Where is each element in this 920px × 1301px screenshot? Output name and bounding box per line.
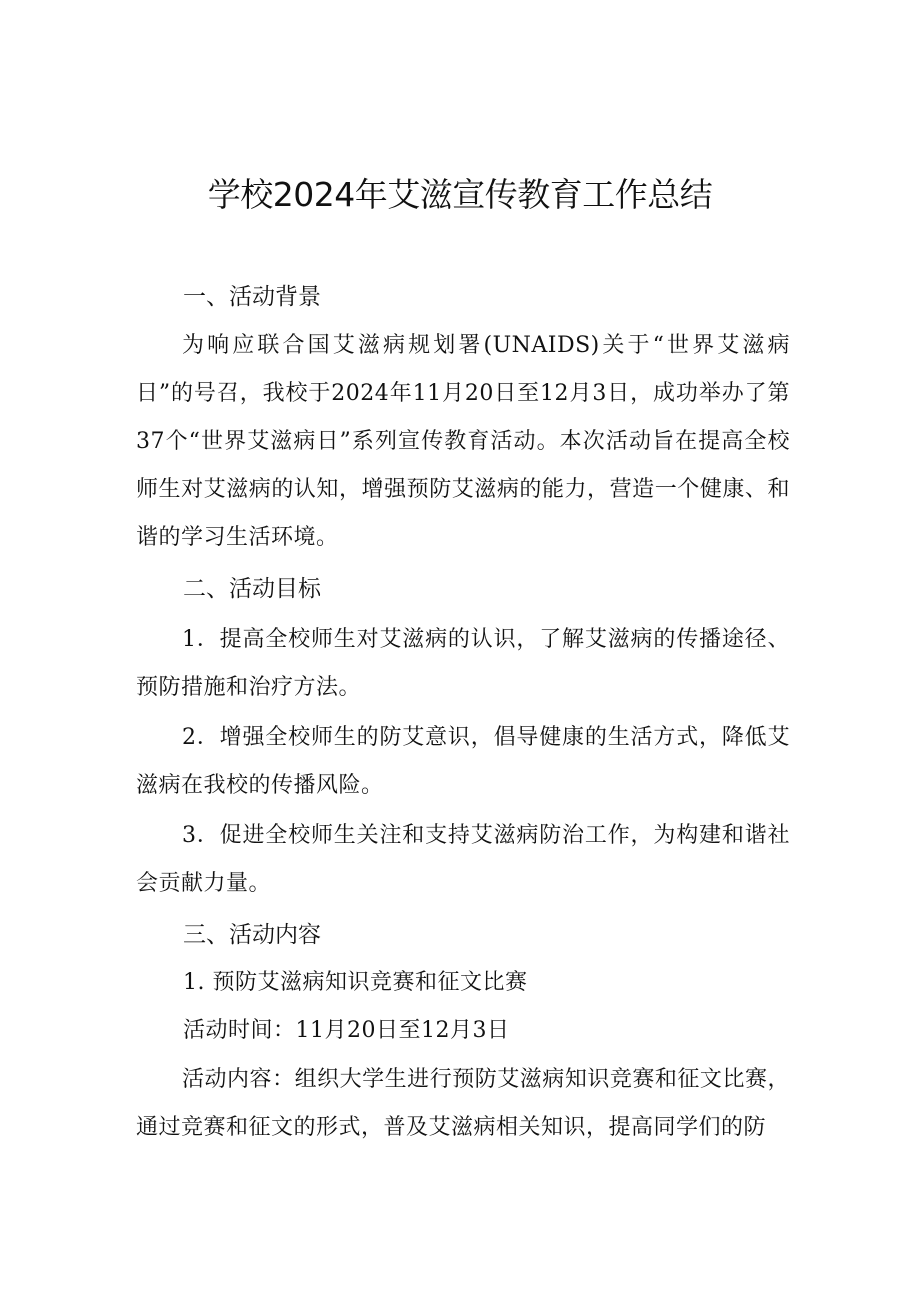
goal-item-2: 2．增强全校师生的防艾意识，倡导健康的生活方式，降低艾滋病在我校的传播风险。: [136, 725, 790, 798]
section-heading-background: 一、活动背景: [183, 284, 321, 310]
section-heading-goals: 二、活动目标: [183, 576, 321, 602]
background-paragraph: 为响应联合国艾滋病规划署(UNAIDS)关于“世界艾滋病日”的号召，我校于2024年11月20日至12月3日，成功举办了第37个“世界艾滋病日”系列宣传教育活动。本次活动旨在提高全校师生对艾滋病的认知，增强预防艾滋病的能力，营造一个健康、和谐的学习生活环境。: [136, 333, 790, 550]
goal-item-1: 1．提高全校师生对艾滋病的认识，了解艾滋病的传播途径、预防措施和治疗方法。: [136, 627, 790, 700]
section-heading-content: 三、活动内容: [183, 922, 321, 948]
activity-1-content: 活动内容：组织大学生进行预防艾滋病知识竞赛和征文比赛，通过竞赛和征文的形式，普及艾滋病相关知识，提高同学们的防: [136, 1067, 790, 1140]
activity-1-time: 活动时间：11月20日至12月3日: [183, 1018, 510, 1043]
activity-1-title: 1. 预防艾滋病知识竞赛和征文比赛: [183, 970, 528, 995]
document-title: 学校2024年艾滋宣传教育工作总结: [207, 175, 713, 214]
goal-item-3: 3．促进全校师生关注和支持艾滋病防治工作，为构建和谐社会贡献力量。: [136, 823, 790, 896]
